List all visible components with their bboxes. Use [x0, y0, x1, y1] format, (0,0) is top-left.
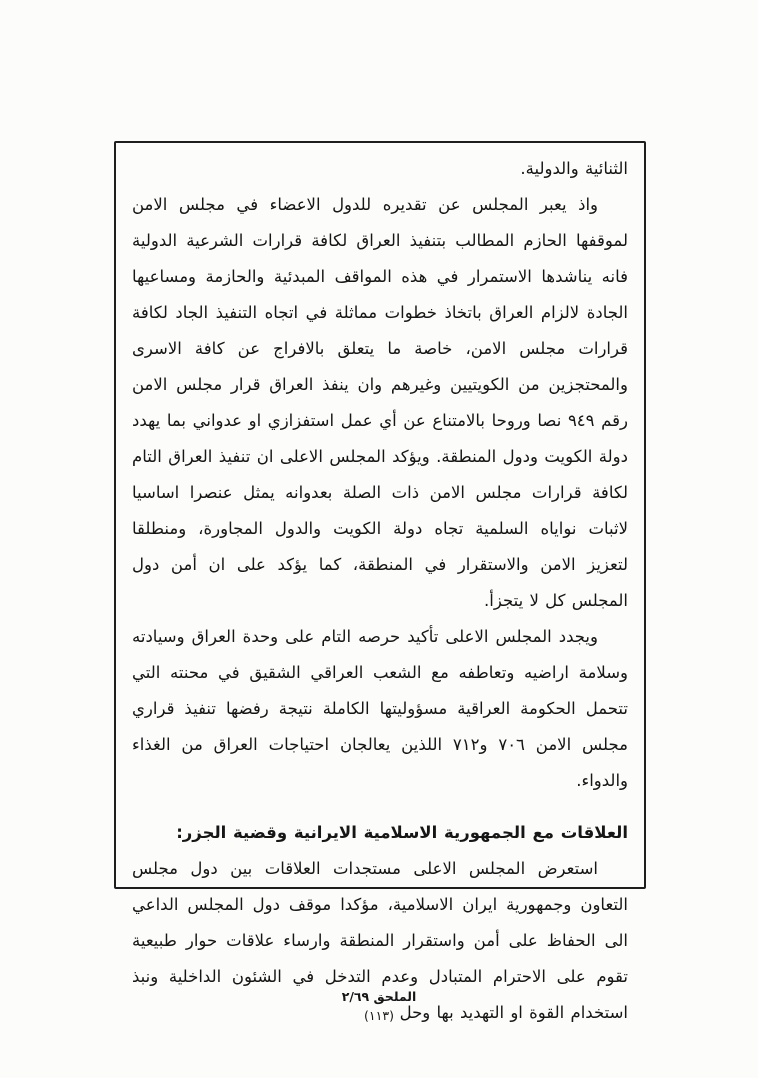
page-footer: [0, 988, 758, 1025]
paragraph: استعرض المجلس الاعلى مستجدات العلاقات بين دول مجلس التعاون وجمهورية ايران الاسلامية، مؤكدا موقف دول المجلس الداعي الى الحفاظ على أمن واستقرار المنطقة وارساء علاقات حوار طبيعية تقوم على الاحترام المتبادل وعدم التدخل في الشئون الداخلية ونبذ استخدام القوة او التهديد بها وحل: [132, 859, 628, 1022]
document-body: [132, 151, 628, 1031]
paragraph: ويجدد المجلس الاعلى تأكيد حرصه التام على وحدة العراق وسيادته وسلامة اراضيه وتعاطفه مع الشعب العراقي الشقيق في محنته التي تتحمل الحكومة العراقية مسؤوليتها الكاملة نتيجة رفضها تنفيذ قراري مجلس الامن ٧٠٦ و٧١٢ اللذين يعالجان احتياجات العراق من الغذاء والدواء.: [132, 627, 628, 790]
paragraph: واذ يعبر المجلس عن تقديره للدول الاعضاء في مجلس الامن لموقفها الحازم المطالب بتنفيذ العراق لكافة قرارات الشرعية الدولية فانه يناشدها الاستمرار في هذه المواقف المبدئية والحازمة ومساعيها الجادة لالزام العراق باتخاذ خطوات مماثلة في اتجاه التنفيذ الجاد لكافة قرارات مجلس الامن، خاصة ما يتعلق بالافراج عن كافة الاسرى والمحتجزين من الكويتيين وغيرهم وان ينفذ العراق قرار مجلس الامن رقم ٩٤٩ نصا وروحا بالامتناع عن أي عمل استفزازي او عدواني بما يهدد دولة الكويت ودول المنطقة. ويؤكد المجلس الاعلى ان تنفيذ العراق التام لكافة قرارات مجلس الامن ذات الصلة بعدوانه يمثل عنصرا اساسيا لاثبات نواياه السلمية تجاه دولة الكويت والدول المجاورة، ومنطلقا لتعزيز الامن والاستقرار في المنطقة، كما يؤكد على ان أمن دول المجلس كل لا يتجزأ.: [132, 195, 628, 610]
page-number: (١١٣): [364, 1008, 394, 1023]
section-heading: العلاقات مع الجمهورية الاسلامية الايرانية وقضية الجزر:: [176, 823, 628, 842]
annex-label: الملحق ٢/٦٩: [341, 989, 417, 1004]
paragraph: الثنائية والدولية.: [520, 159, 628, 178]
